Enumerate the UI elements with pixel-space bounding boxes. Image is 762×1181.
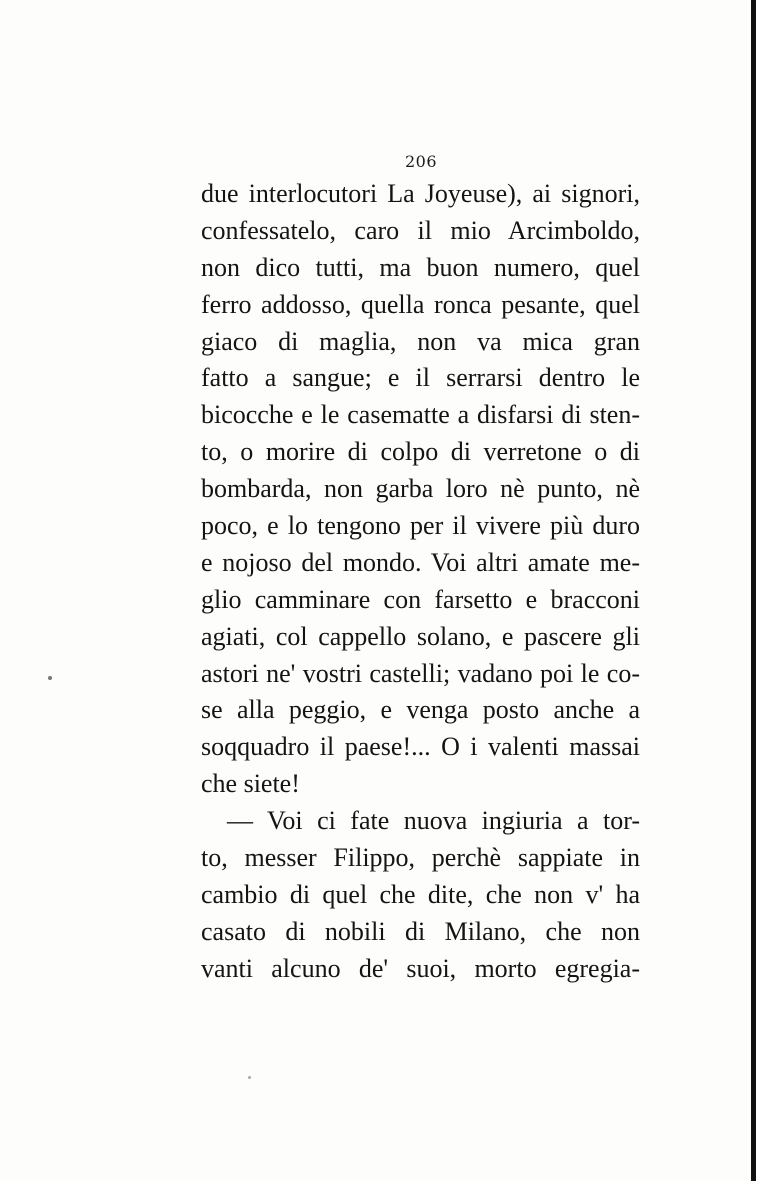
page-edge-margin [756,0,762,1181]
text-line: confessatelo, caro il mio Arcimboldo, [201,215,640,245]
text-line: poco, e lo tengono per il vivere più duro [201,511,640,541]
text-line: giaco di maglia, non va mica gran [201,326,640,356]
text-line: due interlocutori La Joyeuse), ai signori, [201,179,640,208]
page-number: 206 [404,152,438,171]
text-line: fatto a sangue; e il serrarsi dentro le [201,363,640,393]
text-line: agiati, col cappello solano, e pascere gli [201,621,640,651]
text-line: bombarda, non garba loro nè punto, nè [201,474,640,504]
ink-speck [48,676,52,680]
text-line: casato di nobili di Milano, che non [201,916,640,946]
text-line: e nojoso del mondo. Voi altri amate me- [201,547,640,577]
text-line: se alla peggio, e venga posto anche a [201,695,640,725]
text-line: ferro addosso, quella ronca pesante, quel [201,289,640,319]
text-line: to, o morire di colpo di verretone o di [201,437,640,467]
text-line: astori ne' vostri castelli; vadano poi le co- [201,658,640,688]
text-line: soqquadro il paese!... O i valenti massai [201,732,640,762]
text-line: non dico tutti, ma buon numero, quel [201,252,640,282]
text-line: — Voi ci fate nuova ingiuria a tor- [227,806,640,836]
text-line: cambio di quel che dite, che non v' ha [201,879,640,909]
page-binding-edge [751,0,756,1181]
body-text [201,176,640,988]
ink-speck [248,1076,251,1079]
text-line: to, messer Filippo, perchè sappiate in [201,843,640,873]
text-line: glio camminare con farsetto e bracconi [201,584,640,614]
text-line: vanti alcuno de' suoi, morto egregia- [201,953,640,983]
text-line: che siete! [201,769,300,799]
text-line: bicocche e le casematte a disfarsi di sten- [201,400,640,430]
